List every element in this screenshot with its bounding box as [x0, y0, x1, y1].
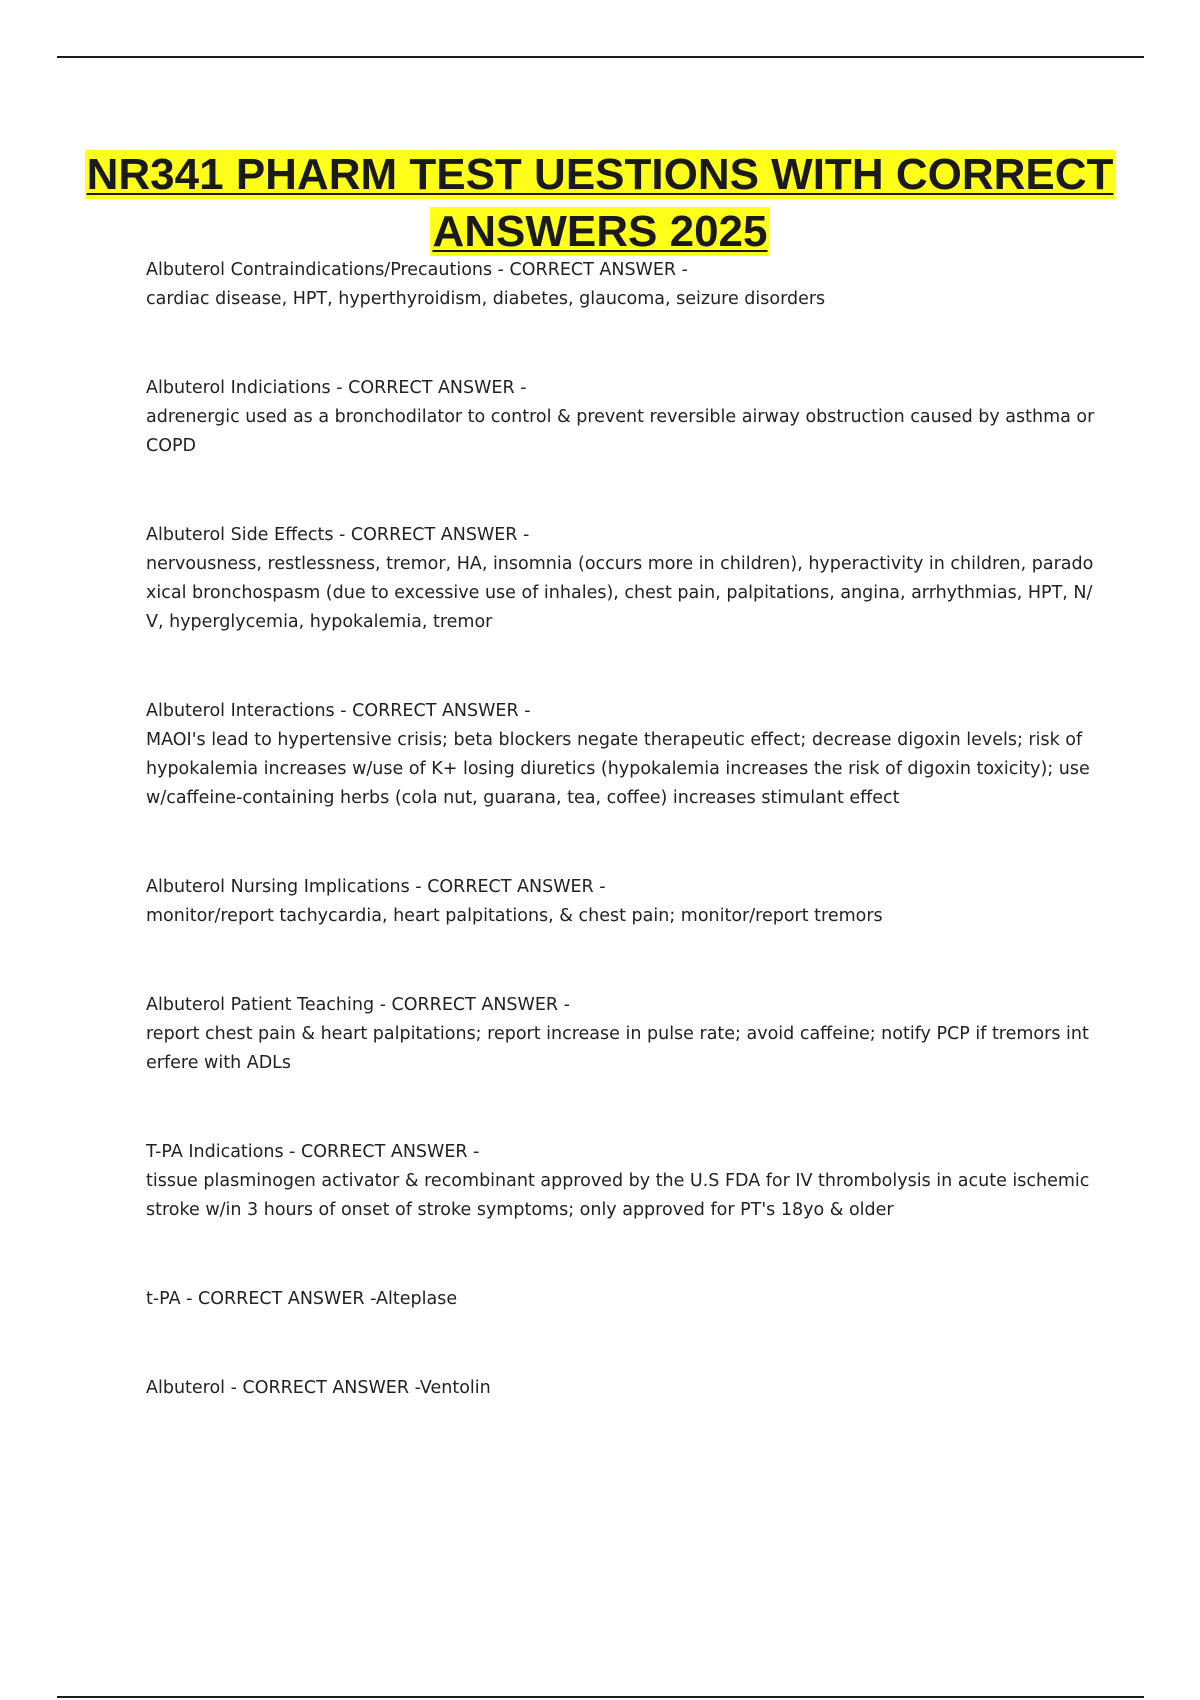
qa-item: [146, 1285, 1096, 1314]
bottom-divider: [57, 1696, 1144, 1698]
qa-question: Albuterol Nursing Implications - CORRECT ANSWER -: [146, 877, 606, 897]
qa-question: T-PA Indications - CORRECT ANSWER -: [146, 1142, 480, 1162]
qa-question: Albuterol Contraindications/Precautions - CORRECT ANSWER -: [146, 260, 688, 280]
qa-question: Albuterol Side Effects - CORRECT ANSWER -: [146, 525, 530, 545]
qa-answer: adrenergic used as a bronchodilator to control & prevent reversible airway obstruction caused by asthma or COPD: [146, 407, 1095, 456]
qa-question: Albuterol Patient Teaching - CORRECT ANSWER -: [146, 995, 570, 1015]
qa-item: [146, 256, 1096, 314]
qa-question: Albuterol - CORRECT ANSWER -Ventolin: [146, 1378, 491, 1398]
qa-question: Albuterol Indiciations - CORRECT ANSWER -: [146, 378, 527, 398]
qa-item: [146, 697, 1096, 813]
qa-item: [146, 991, 1096, 1078]
qa-question: t-PA - CORRECT ANSWER -Alteplase: [146, 1289, 458, 1309]
qa-answer: MAOI's lead to hypertensive crisis; beta blockers negate therapeutic effect; decrease digoxin levels; risk of hypokalemia increases w/use of K+ losing diuretics (hypokalemia increases the risk of digoxin toxicity); use w/caffeine-containing herbs (cola nut, guarana, tea, coffee) increases stimulant effect: [146, 730, 1090, 808]
qa-list: [146, 256, 1096, 1463]
qa-answer: nervousness, restlessness, tremor, HA, insomnia (occurs more in children), hyperactivity in children, paradoxical bronchospasm (due to excessive use of inhales), chest pain, palpitations, angina, arrhythmias, HPT, N/V, hyperglycemia, hypokalemia, tremor: [146, 554, 1094, 632]
document-title: [0, 146, 1200, 260]
qa-item: [146, 1374, 1096, 1403]
qa-answer: cardiac disease, HPT, hyperthyroidism, diabetes, glaucoma, seizure disorders: [146, 289, 826, 309]
qa-answer: monitor/report tachycardia, heart palpitations, & chest pain; monitor/report tremors: [146, 906, 883, 926]
qa-item: [146, 873, 1096, 931]
qa-item: [146, 521, 1096, 637]
qa-answer: tissue plasminogen activator & recombinant approved by the U.S FDA for IV thrombolysis in acute ischemic stroke w/in 3 hours of onset of stroke symptoms; only approved for PT's 18yo & older: [146, 1171, 1090, 1220]
qa-answer: report chest pain & heart palpitations; report increase in pulse rate; avoid caffeine; notify PCP if tremors interfere with ADLs: [146, 1024, 1089, 1073]
qa-question: Albuterol Interactions - CORRECT ANSWER -: [146, 701, 531, 721]
top-divider: [57, 56, 1144, 58]
qa-item: [146, 1138, 1096, 1225]
qa-item: [146, 374, 1096, 461]
document-title-text: NR341 PHARM TEST UESTIONS WITH CORRECT ANSWERS 2025: [86, 150, 1114, 256]
